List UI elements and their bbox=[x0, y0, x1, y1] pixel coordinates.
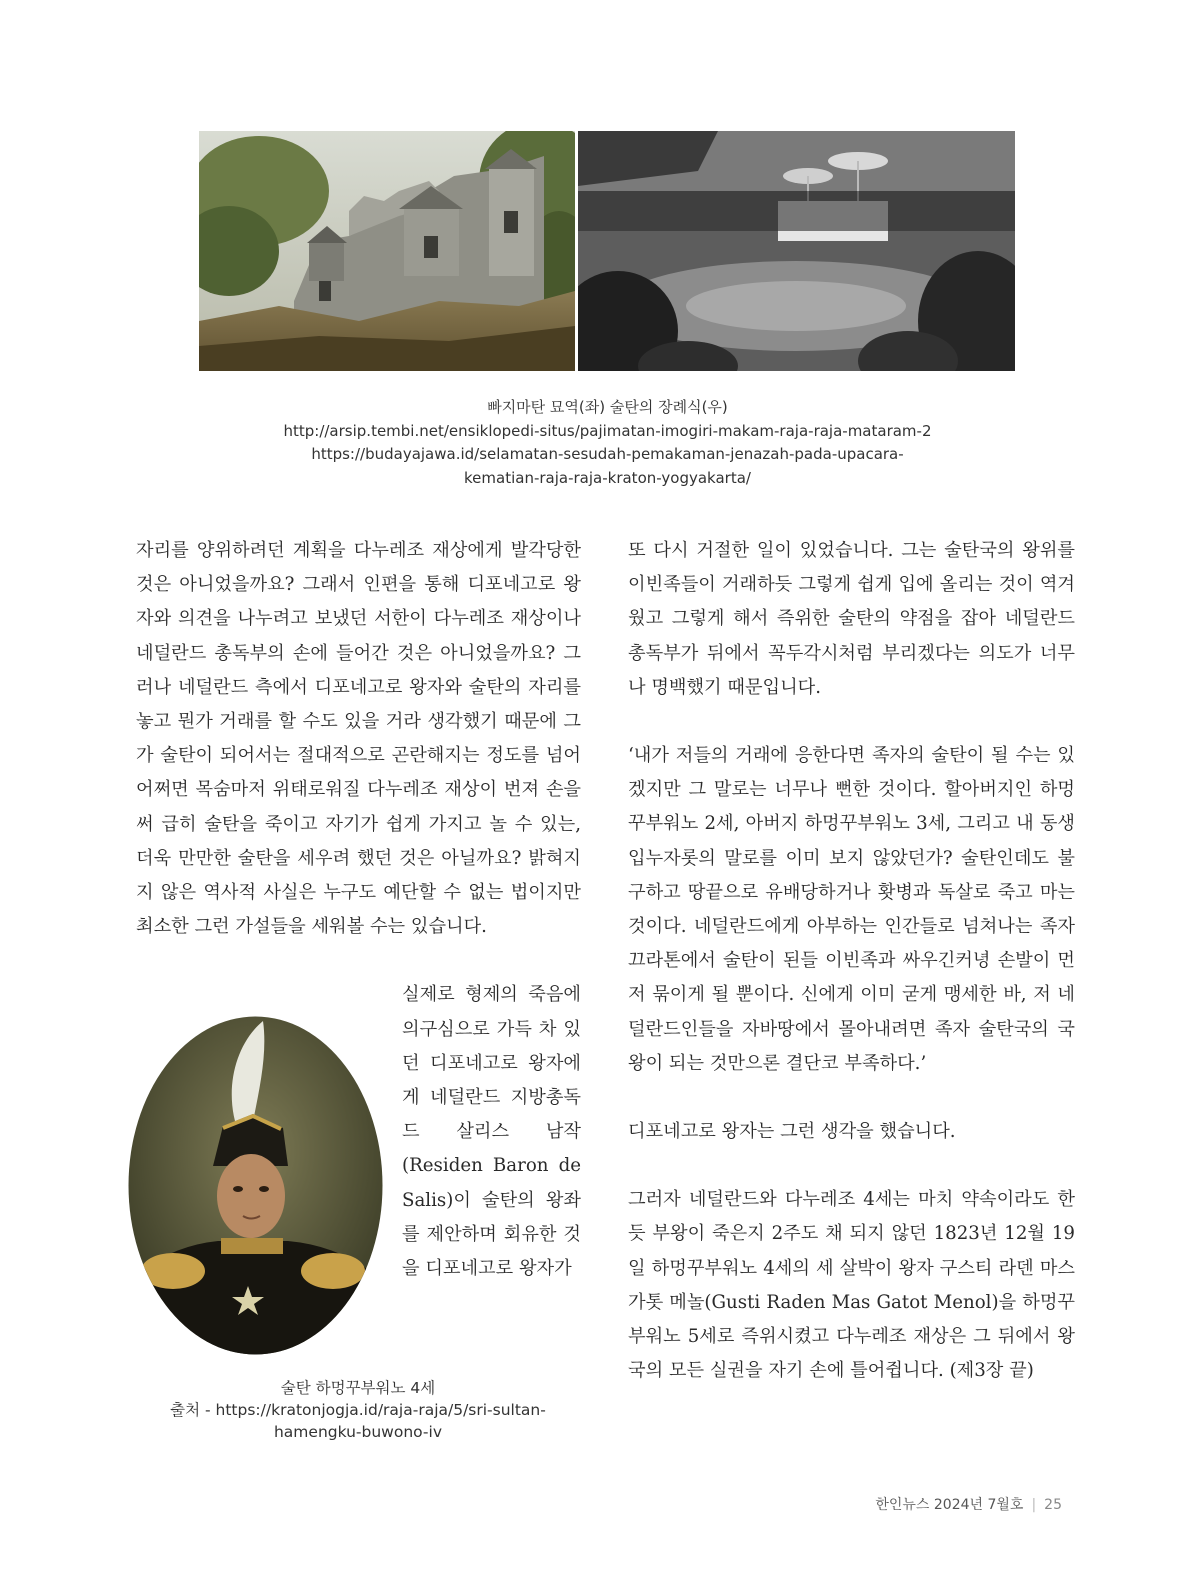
page-number: 25 bbox=[1044, 1497, 1062, 1513]
portrait-caption-source-1: 출처 - https://kratonjogja.id/raja-raja/5/sri-sultan- bbox=[170, 1401, 546, 1419]
body-paragraph-wrapped: 실제로 형제의 죽음에 의구심으로 가득 차 있던 디포네고로 왕자에게 네덜란드 지방총독 드 살리스 남작(Residen Baron de Salis)이 술탄의 왕좌를 제안하며 회유한 것을 디포네고로 왕자가 bbox=[402, 984, 581, 1280]
body-paragraph: 디포네고로 왕자는 그런 생각을 했습니다. bbox=[628, 1121, 956, 1143]
body-paragraph: 자리를 양위하려던 계획을 다누레조 재상에게 발각당한 것은 아니었을까요? 그래서 인편을 통해 디포네고로 왕자와 의견을 나누려고 보냈던 서한이 다누레조 재상이나 네덜란드 총독부의 손에 들어간 것은 아니었을까요? 그러나 네덜란드 측에서 디포네고로 왕자와 술탄의 자리를 놓고 뭔가 거래를 할 수도 있을 거라 생각했기 때문에 그가 술탄이 되어서는 절대적으로 곤란해지는 정도를 넘어 어쩌면 목숨마저 위태로워질 다누레조 재상이 번져 손을 써 급히 술탄을 죽이고 자기가 쉽게 가지고 놀 수 있는, 더욱 만만한 술탄을 세우려 했던 것은 아닐까요? 밝혀지지 않은 역사적 사실은 누구도 예단할 수 없는 법이지만 최소한 그런 가설들을 세워볼 수는 있습니다. bbox=[136, 540, 581, 938]
page-footer bbox=[875, 1494, 1062, 1514]
caption-source-2: https://budayajawa.id/selamatan-sesudah-pemakaman-jenazah-pada-upacara- bbox=[311, 445, 904, 463]
portrait-caption-title: 술탄 하멍꾸부워노 4세 bbox=[280, 1379, 436, 1397]
right-column bbox=[628, 534, 1075, 1388]
caption-source-1: http://arsip.tembi.net/ensiklopedi-situs/pajimatan-imogiri-makam-raja-raja-mataram-2 bbox=[283, 421, 932, 440]
top-photo-caption bbox=[200, 396, 1015, 490]
body-paragraph: 그러자 네덜란드와 다누레조 4세는 마치 약속이라도 한 듯 부왕이 죽은지 2주도 채 되지 않던 1823년 12월 19일 하멍꾸부워노 4세의 세 살박이 왕자 구스티 라덴 마스 가톳 메놀(Gusti Raden Mas Gatot Menol)을 하멍꾸부워노 5세로 즉위시켰고 다누레조 재상은 그 뒤에서 왕국의 모든 실권을 자기 손에 틀어쥡니다. (제3장 끝) bbox=[628, 1189, 1075, 1382]
caption-source-3: kematian-raja-raja-kraton-yogyakarta/ bbox=[464, 468, 751, 487]
quote-paragraph: ‘내가 저들의 거래에 응한다면 족자의 술탄이 될 수는 있겠지만 그 말로는 너무나 뻔한 것이다. 할아버지인 하멍꾸부워노 2세, 아버지 하멍꾸부워노 3세, 그리고 내 동생 입누자롯의 말로를 이미 보지 않았던가? 술탄인데도 불구하고 땅끝으로 유배당하거나 홧병과 독살로 죽고 마는 것이다. 네덜란드에게 아부하는 인간들로 넘쳐나는 족자 끄라톤에서 술탄이 된들 이빈족과 싸우긴커녕 손발이 먼저 묶이게 될 뿐이다. 신에게 이미 굳게 맹세한 바, 저 네덜란드인들을 자바땅에서 몰아내려면 족자 술탄국의 국왕이 되는 것만으론 결단코 부족하다.’ bbox=[628, 745, 1075, 1074]
portrait-caption-source-2: hamengku-buwono-iv bbox=[273, 1423, 443, 1441]
caption-title: 빠지마탄 묘역(좌) 술탄의 장례식(우) bbox=[487, 398, 728, 416]
funeral-photo bbox=[578, 131, 1015, 371]
sultan-portrait bbox=[128, 1016, 383, 1355]
publication-name: 한인뉴스 2024년 7월호 bbox=[875, 1497, 1024, 1513]
tomb-photo bbox=[199, 131, 575, 371]
portrait-caption bbox=[130, 1377, 586, 1443]
footer-separator: | bbox=[1031, 1497, 1037, 1513]
body-paragraph: 또 다시 거절한 일이 있었습니다. 그는 술탄국의 왕위를 이빈족들이 거래하듯 그렇게 쉽게 입에 올리는 것이 역겨웠고 그렇게 해서 즉위한 술탄의 약점을 잡아 네덜란드 총독부가 뒤에서 꼭두각시처럼 부리겠다는 의도가 너무나 명백했기 때문입니다. bbox=[628, 540, 1075, 698]
